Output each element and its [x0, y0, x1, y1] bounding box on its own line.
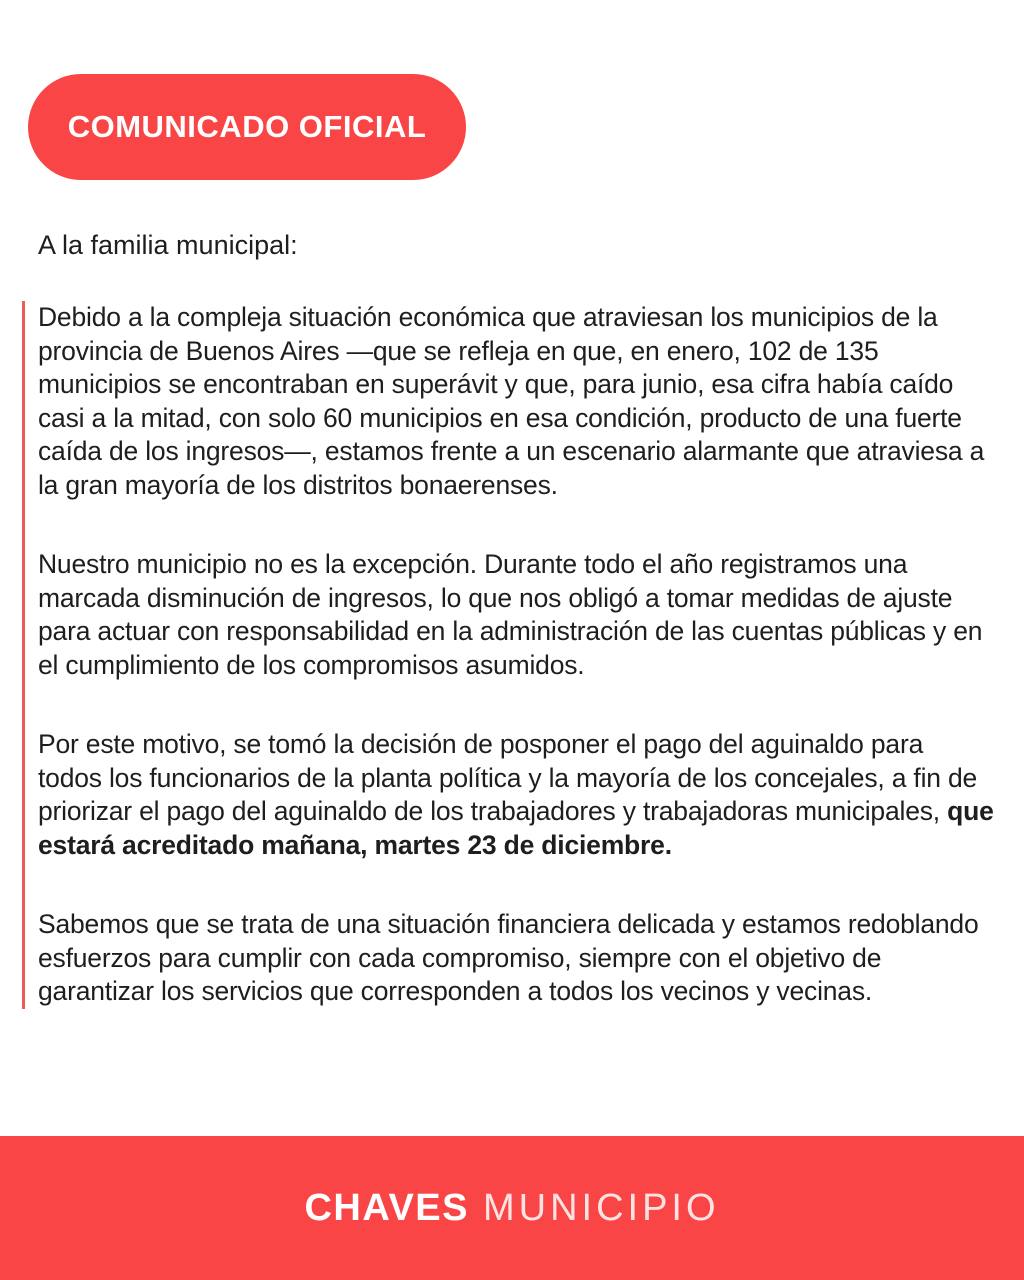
body-text-block: [22, 301, 998, 1009]
brand-name-primary: CHAVES: [304, 1186, 469, 1229]
brand-name-secondary: MUNICIPIO: [482, 1186, 720, 1229]
official-communique-badge: [28, 74, 466, 180]
body-paragraph: Nuestro municipio no es la excepción. Durante todo el año registramos una marcada disminución de ingresos, lo que nos obligó a tomar medidas de ajuste para actuar con responsabilidad en la administración de las cuentas públicas y en el cumplimiento de los compromisos asumidos.: [38, 549, 983, 680]
badge-label: COMUNICADO OFICIAL: [67, 109, 427, 144]
body-paragraph: Por este motivo, se tomó la decisión de posponer el pago del aguinaldo para todos los funcionarios de la planta política y la mayoría de los concejales, a fin de priorizar el pago del aguinaldo de los trabajadores y trabajadoras municipales, que estará acreditado mañana, martes 23 de diciembre.: [38, 729, 994, 860]
salutation: A la familia municipal:: [38, 230, 298, 260]
body-paragraph: Sabemos que se trata de una situación financiera delicada y estamos redoblando esfuerzos para cumplir con cada compromiso, siempre con el objetivo de garantizar los servicios que corresponden a todos los vecinos y vecinas.: [38, 909, 979, 1006]
paragraphs-container: [38, 301, 998, 1009]
body-paragraph: Debido a la compleja situación económica que atraviesan los municipios de la provincia de Buenos Aires —que se refleja en que, en enero, 102 de 135 municipios se encontraban en superávit y que, para junio, esa cifra había caído casi a la mitad, con solo 60 municipios en esa condición, producto de una fuerte caída de los ingresos—, estamos frente a un escenario alarmante que atraviesa a la gran mayoría de los distritos bonaerenses.: [38, 302, 985, 500]
footer-bar: [0, 1136, 1024, 1280]
